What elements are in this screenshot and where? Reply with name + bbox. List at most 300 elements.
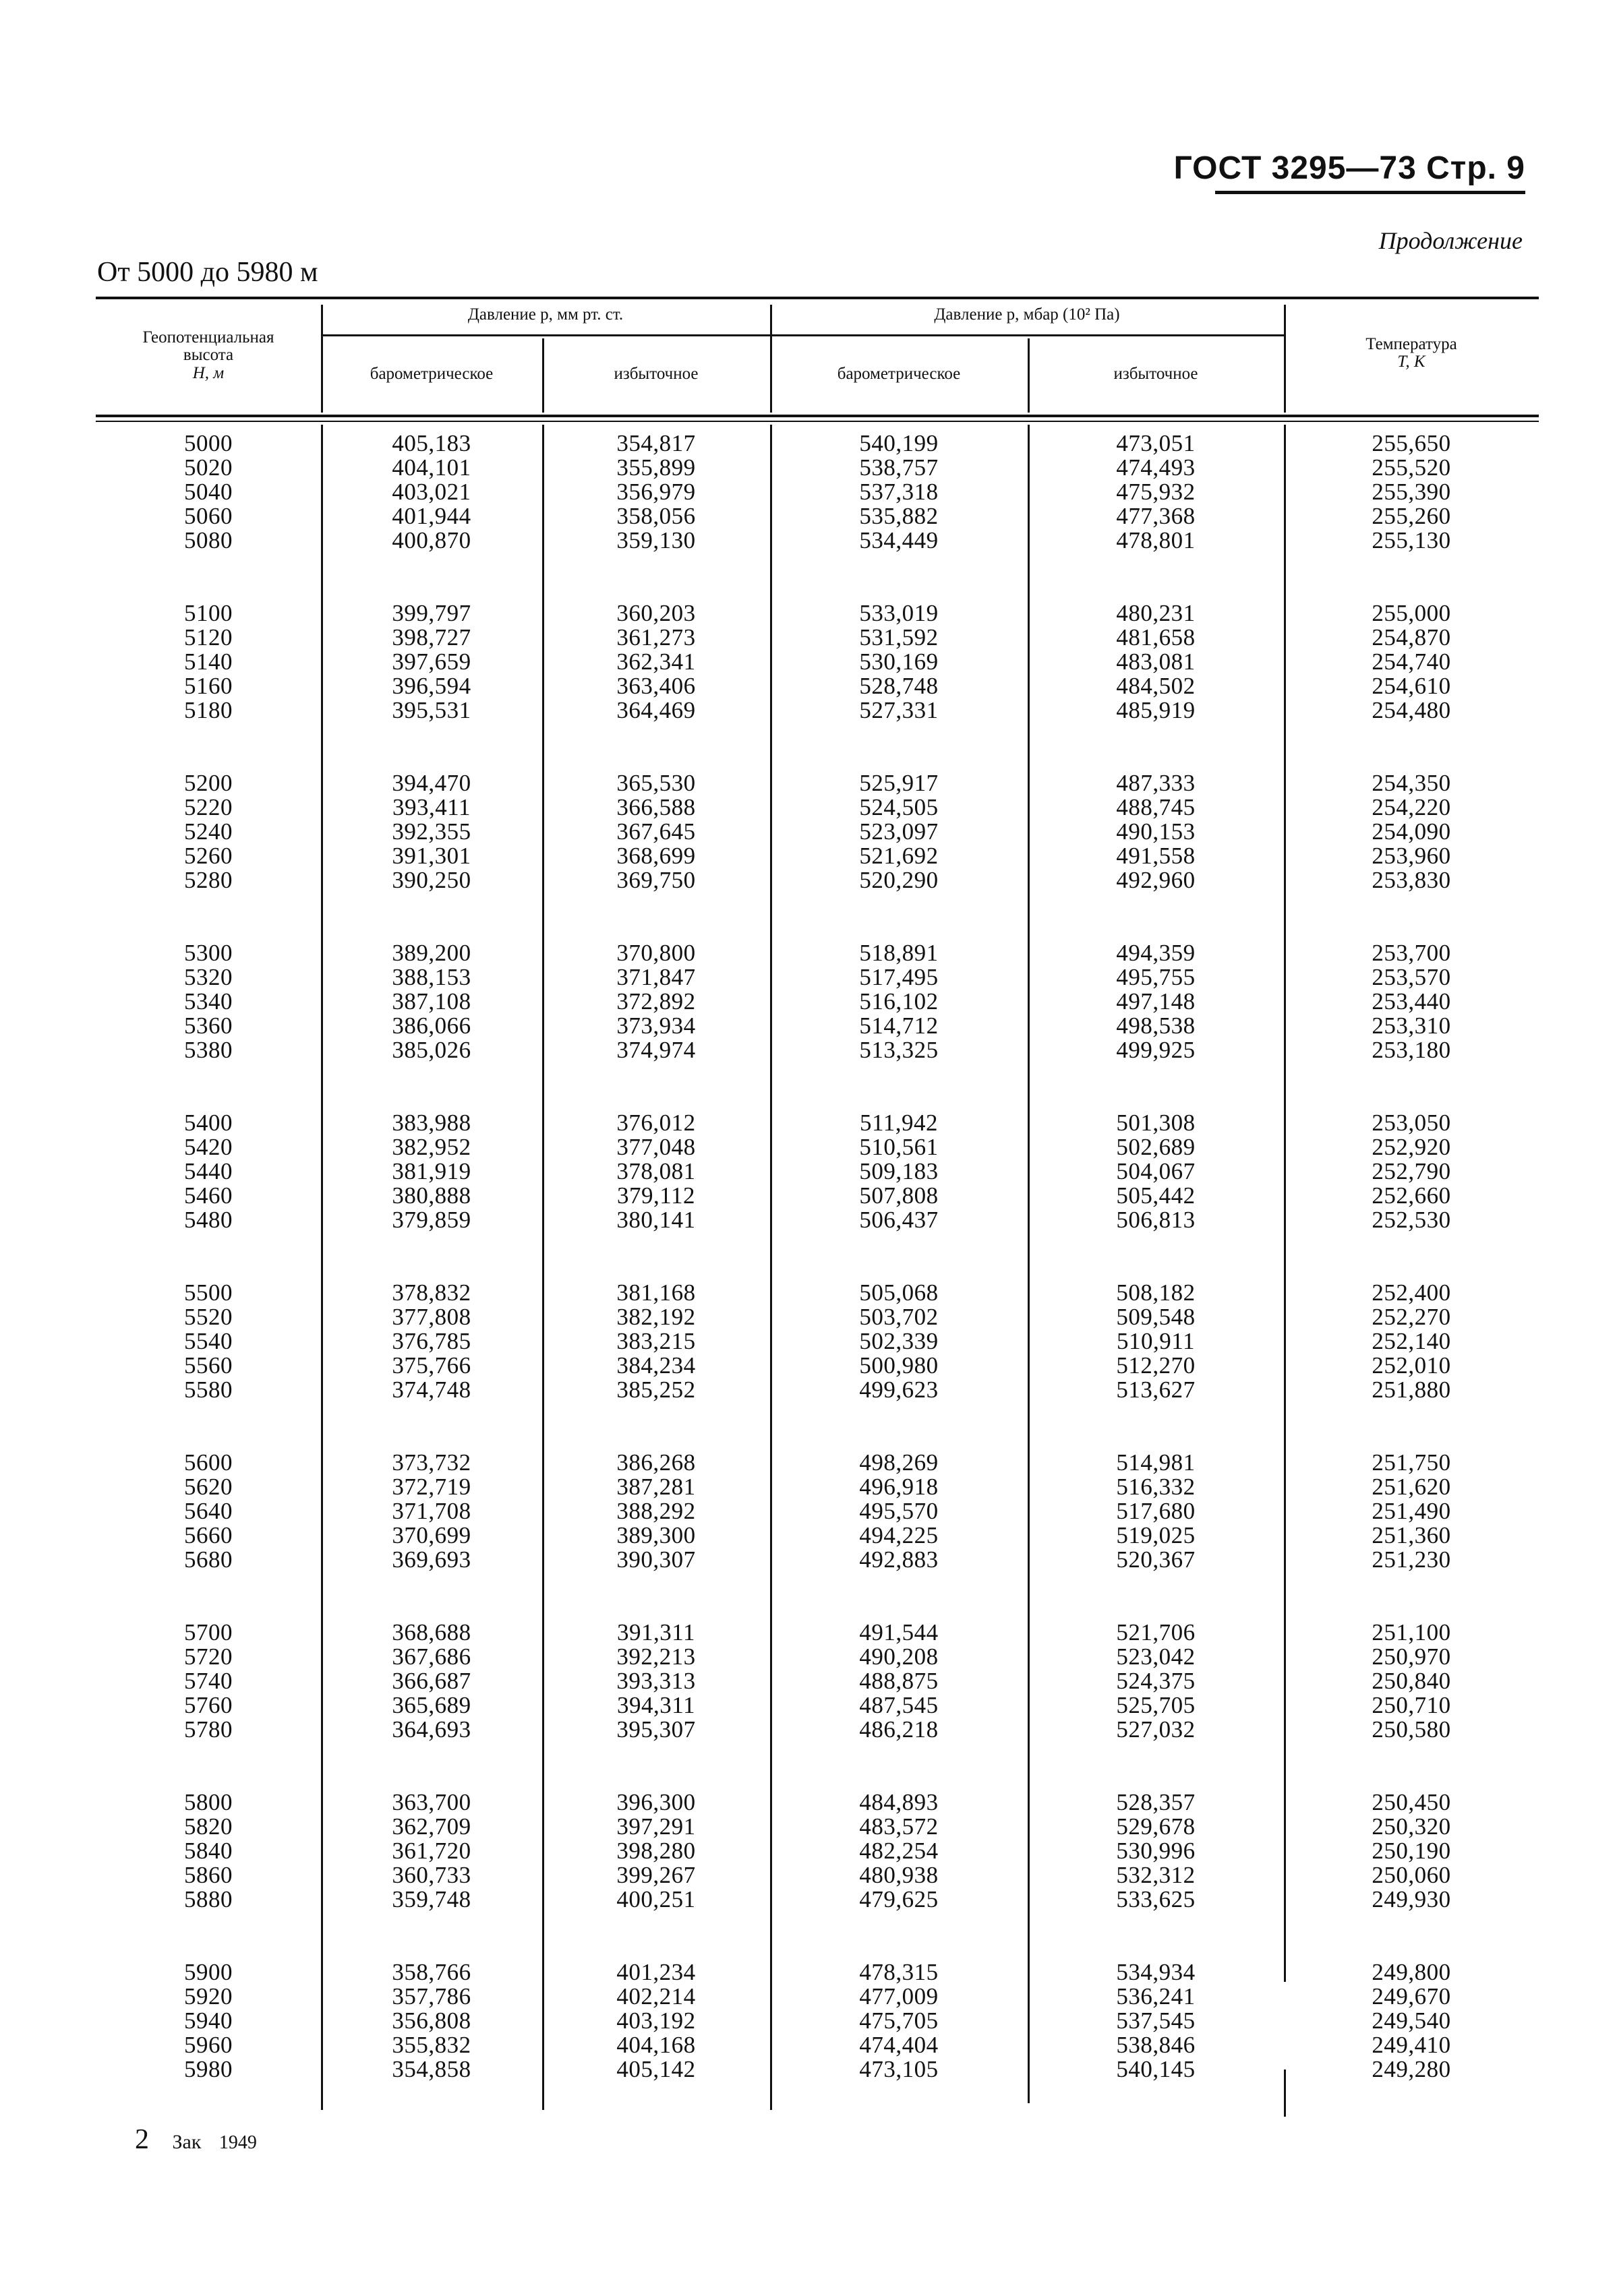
cell-temperature: 253,570 xyxy=(1372,964,1451,990)
cell-barometric-mbar: 538,757 xyxy=(859,454,939,481)
cell-excess-mbar: 537,545 xyxy=(1116,2007,1196,2034)
cell-height: 5220 xyxy=(184,794,233,820)
cell-barometric-mbar: 499,623 xyxy=(859,1377,939,1403)
table-row xyxy=(96,1111,1539,1135)
cell-temperature: 252,530 xyxy=(1372,1207,1451,1233)
table-row xyxy=(96,601,1539,626)
cell-barometric-mbar: 483,572 xyxy=(859,1813,939,1840)
cell-excess-mbar: 527,032 xyxy=(1116,1716,1196,1743)
header-bottom-rule-thin xyxy=(96,421,1539,422)
cell-excess-mmhg: 360,203 xyxy=(616,600,696,626)
cell-barometric-mbar: 478,315 xyxy=(859,1959,939,1985)
table-row xyxy=(96,1621,1539,1645)
cell-barometric-mmhg: 354,858 xyxy=(392,2056,471,2082)
table-row xyxy=(96,1985,1539,2009)
cell-barometric-mbar: 513,325 xyxy=(859,1037,939,1063)
cell-barometric-mmhg: 363,700 xyxy=(392,1789,471,1815)
cell-barometric-mmhg: 405,183 xyxy=(392,430,471,456)
cell-temperature: 253,180 xyxy=(1372,1037,1451,1063)
cell-temperature: 255,520 xyxy=(1372,454,1451,481)
cell-temperature: 250,710 xyxy=(1372,1692,1451,1718)
cell-excess-mbar: 488,745 xyxy=(1116,794,1196,820)
cell-barometric-mmhg: 356,808 xyxy=(392,2007,471,2034)
cell-excess-mbar: 481,658 xyxy=(1116,624,1196,651)
cell-temperature: 250,580 xyxy=(1372,1716,1451,1743)
cell-barometric-mmhg: 382,952 xyxy=(392,1134,471,1160)
cell-excess-mmhg: 405,142 xyxy=(616,2056,696,2082)
cell-height: 5140 xyxy=(184,648,233,675)
cell-excess-mmhg: 385,252 xyxy=(616,1377,696,1403)
table-row xyxy=(96,1329,1539,1354)
cell-temperature: 249,280 xyxy=(1372,2056,1451,2082)
cell-height: 5240 xyxy=(184,818,233,845)
cell-barometric-mmhg: 389,200 xyxy=(392,940,471,966)
cell-excess-mbar: 516,332 xyxy=(1116,1474,1196,1500)
header-pressure-mmhg: Давление p, мм рт. ст. xyxy=(467,305,624,324)
cell-barometric-mmhg: 399,797 xyxy=(392,600,471,626)
cell-barometric-mbar: 480,938 xyxy=(859,1862,939,1888)
cell-barometric-mmhg: 395,531 xyxy=(392,697,471,723)
table-row xyxy=(96,431,1539,456)
table-top-rule xyxy=(96,297,1539,299)
cell-height: 5180 xyxy=(184,697,233,723)
cell-temperature: 255,000 xyxy=(1372,600,1451,626)
table-row xyxy=(96,650,1539,674)
cell-excess-mbar: 499,925 xyxy=(1116,1037,1196,1063)
cell-excess-mmhg: 390,307 xyxy=(616,1546,696,1573)
cell-height: 5680 xyxy=(184,1546,233,1573)
cell-barometric-mmhg: 371,708 xyxy=(392,1498,471,1524)
cell-excess-mmhg: 379,112 xyxy=(617,1182,695,1209)
cell-excess-mmhg: 402,214 xyxy=(616,1983,696,2010)
cell-barometric-mmhg: 378,832 xyxy=(392,1279,471,1306)
page-number: 2 xyxy=(135,2124,149,2155)
table-row xyxy=(96,674,1539,698)
cell-barometric-mmhg: 386,066 xyxy=(392,1013,471,1039)
table-row xyxy=(96,1184,1539,1208)
table-row xyxy=(96,941,1539,965)
cell-barometric-mmhg: 390,250 xyxy=(392,867,471,893)
cell-temperature: 254,480 xyxy=(1372,697,1451,723)
cell-excess-mbar: 533,625 xyxy=(1116,1886,1196,1912)
cell-height: 5320 xyxy=(184,964,233,990)
cell-temperature: 250,060 xyxy=(1372,1862,1451,1888)
cell-temperature: 252,920 xyxy=(1372,1134,1451,1160)
gost-title: ГОСТ 3295—73 Стр. 9 xyxy=(1173,150,1525,186)
table-row xyxy=(96,1378,1539,1402)
cell-temperature: 253,960 xyxy=(1372,843,1451,869)
cell-temperature: 255,650 xyxy=(1372,430,1451,456)
cell-temperature: 250,320 xyxy=(1372,1813,1451,1840)
cell-barometric-mmhg: 388,153 xyxy=(392,964,471,990)
cell-barometric-mmhg: 360,733 xyxy=(392,1862,471,1888)
cell-excess-mbar: 501,308 xyxy=(1116,1110,1196,1136)
cell-barometric-mmhg: 400,870 xyxy=(392,527,471,553)
cell-height: 5820 xyxy=(184,1813,233,1840)
table-row xyxy=(96,820,1539,844)
header-height-line3: H, м xyxy=(192,363,225,382)
cell-temperature: 251,360 xyxy=(1372,1522,1451,1548)
cell-barometric-mbar: 537,318 xyxy=(859,479,939,505)
cell-barometric-mmhg: 355,832 xyxy=(392,2032,471,2058)
cell-temperature: 250,970 xyxy=(1372,1643,1451,1670)
cell-temperature: 251,100 xyxy=(1372,1619,1451,1645)
cell-excess-mmhg: 403,192 xyxy=(616,2007,696,2034)
cell-height: 5980 xyxy=(184,2056,233,2082)
cell-height: 5360 xyxy=(184,1013,233,1039)
cell-height: 5280 xyxy=(184,867,233,893)
cell-barometric-mbar: 484,893 xyxy=(859,1789,939,1815)
cell-barometric-mmhg: 357,786 xyxy=(392,1983,471,2010)
cell-temperature: 255,130 xyxy=(1372,527,1451,553)
cell-barometric-mmhg: 364,693 xyxy=(392,1716,471,1743)
cell-temperature: 253,830 xyxy=(1372,867,1451,893)
cell-temperature: 253,310 xyxy=(1372,1013,1451,1039)
cell-barometric-mbar: 482,254 xyxy=(859,1838,939,1864)
cell-height: 5540 xyxy=(184,1328,233,1354)
cell-barometric-mmhg: 385,026 xyxy=(392,1037,471,1063)
cell-excess-mbar: 509,548 xyxy=(1116,1304,1196,1330)
cell-barometric-mbar: 523,097 xyxy=(859,818,939,845)
table-row xyxy=(96,990,1539,1014)
table-row xyxy=(96,1499,1539,1523)
cell-barometric-mmhg: 404,101 xyxy=(392,454,471,481)
table-row xyxy=(96,1159,1539,1184)
header-temperature xyxy=(1284,336,1539,371)
table-row xyxy=(96,965,1539,990)
cell-excess-mmhg: 393,313 xyxy=(616,1668,696,1694)
cell-excess-mmhg: 391,311 xyxy=(617,1619,695,1645)
cell-barometric-mbar: 498,269 xyxy=(859,1449,939,1476)
cell-temperature: 254,740 xyxy=(1372,648,1451,675)
table-row xyxy=(96,771,1539,795)
cell-height: 5560 xyxy=(184,1352,233,1379)
table-row xyxy=(96,1887,1539,1912)
cell-excess-mbar: 492,960 xyxy=(1116,867,1196,893)
table-row xyxy=(96,504,1539,528)
cell-excess-mbar: 540,145 xyxy=(1116,2056,1196,2082)
cell-height: 5920 xyxy=(184,1983,233,2010)
cell-temperature: 251,230 xyxy=(1372,1546,1451,1573)
cell-barometric-mmhg: 393,411 xyxy=(392,794,471,820)
cell-height: 5080 xyxy=(184,527,233,553)
cell-height: 5580 xyxy=(184,1377,233,1403)
cell-temperature: 249,800 xyxy=(1372,1959,1451,1985)
cell-barometric-mmhg: 359,748 xyxy=(392,1886,471,1912)
cell-barometric-mbar: 490,208 xyxy=(859,1643,939,1670)
cell-excess-mmhg: 394,311 xyxy=(617,1692,695,1718)
cell-temperature: 249,410 xyxy=(1372,2032,1451,2058)
cell-temperature: 251,490 xyxy=(1372,1498,1451,1524)
table-row xyxy=(96,1548,1539,1572)
cell-height: 5160 xyxy=(184,673,233,699)
cell-height: 5760 xyxy=(184,1692,233,1718)
cell-barometric-mbar: 530,169 xyxy=(859,648,939,675)
cell-barometric-mbar: 492,883 xyxy=(859,1546,939,1573)
cell-excess-mbar: 529,678 xyxy=(1116,1813,1196,1840)
cell-excess-mmhg: 376,012 xyxy=(616,1110,696,1136)
table-row xyxy=(96,844,1539,868)
cell-excess-mmhg: 382,192 xyxy=(616,1304,696,1330)
cell-excess-mmhg: 404,168 xyxy=(616,2032,696,2058)
cell-barometric-mbar: 527,331 xyxy=(859,697,939,723)
cell-excess-mbar: 474,493 xyxy=(1116,454,1196,481)
cell-excess-mbar: 480,231 xyxy=(1116,600,1196,626)
cell-excess-mmhg: 397,291 xyxy=(616,1813,696,1840)
cell-height: 5600 xyxy=(184,1449,233,1476)
cell-temperature: 251,620 xyxy=(1372,1474,1451,1500)
cell-barometric-mbar: 514,712 xyxy=(859,1013,939,1039)
table-row xyxy=(96,1718,1539,1742)
cell-barometric-mbar: 518,891 xyxy=(859,940,939,966)
cell-barometric-mmhg: 368,688 xyxy=(392,1619,471,1645)
cell-excess-mbar: 524,375 xyxy=(1116,1668,1196,1694)
table-row xyxy=(96,1354,1539,1378)
cell-barometric-mbar: 505,068 xyxy=(859,1279,939,1306)
cell-excess-mmhg: 399,267 xyxy=(616,1862,696,1888)
gost-header xyxy=(1174,150,1525,194)
table-row xyxy=(96,1693,1539,1718)
cell-excess-mbar: 475,932 xyxy=(1116,479,1196,505)
cell-height: 5700 xyxy=(184,1619,233,1645)
cell-excess-mmhg: 389,300 xyxy=(616,1522,696,1548)
cell-height: 5200 xyxy=(184,770,233,796)
cell-excess-mmhg: 355,899 xyxy=(616,454,696,481)
cell-temperature: 254,350 xyxy=(1372,770,1451,796)
cell-barometric-mbar: 503,702 xyxy=(859,1304,939,1330)
cell-barometric-mmhg: 362,709 xyxy=(392,1813,471,1840)
cell-barometric-mbar: 511,942 xyxy=(860,1110,938,1136)
cell-excess-mmhg: 387,281 xyxy=(616,1474,696,1500)
header-height-line2: высота xyxy=(183,346,234,365)
cell-barometric-mmhg: 375,766 xyxy=(392,1352,471,1379)
cell-barometric-mbar: 477,009 xyxy=(859,1983,939,2010)
cell-excess-mbar: 490,153 xyxy=(1116,818,1196,845)
cell-barometric-mbar: 496,918 xyxy=(859,1474,939,1500)
cell-height: 5380 xyxy=(184,1037,233,1063)
cell-barometric-mbar: 525,917 xyxy=(859,770,939,796)
table-row xyxy=(96,626,1539,650)
header-excess-mmhg: избыточное xyxy=(614,365,699,383)
cell-barometric-mmhg: 365,689 xyxy=(392,1692,471,1718)
cell-excess-mmhg: 361,273 xyxy=(616,624,696,651)
cell-excess-mbar: 520,367 xyxy=(1116,1546,1196,1573)
cell-excess-mbar: 538,846 xyxy=(1116,2032,1196,2058)
cell-barometric-mmhg: 379,859 xyxy=(392,1207,471,1233)
table-row xyxy=(96,1475,1539,1499)
cell-barometric-mbar: 534,449 xyxy=(859,527,939,553)
table-row xyxy=(96,698,1539,723)
table-row xyxy=(96,795,1539,820)
header-height xyxy=(96,329,321,382)
cell-excess-mbar: 532,312 xyxy=(1116,1862,1196,1888)
cell-temperature: 250,450 xyxy=(1372,1789,1451,1815)
cell-temperature: 250,190 xyxy=(1372,1838,1451,1864)
cell-excess-mbar: 478,801 xyxy=(1116,527,1196,553)
cell-barometric-mmhg: 381,919 xyxy=(392,1158,471,1184)
cell-temperature: 251,750 xyxy=(1372,1449,1451,1476)
cell-height: 5500 xyxy=(184,1279,233,1306)
cell-barometric-mbar: 475,705 xyxy=(859,2007,939,2034)
cell-barometric-mmhg: 398,727 xyxy=(392,624,471,651)
cell-excess-mbar: 536,241 xyxy=(1116,1983,1196,2010)
table-row xyxy=(96,868,1539,893)
cell-excess-mbar: 487,333 xyxy=(1116,770,1196,796)
cell-excess-mmhg: 396,300 xyxy=(616,1789,696,1815)
altitude-pressure-table xyxy=(96,297,1539,2117)
table-row xyxy=(96,1208,1539,1232)
cell-height: 5480 xyxy=(184,1207,233,1233)
header-barometric-mbar: барометрическое xyxy=(837,365,961,383)
cell-excess-mbar: 519,025 xyxy=(1116,1522,1196,1548)
table-row xyxy=(96,480,1539,504)
cell-barometric-mbar: 533,019 xyxy=(859,600,939,626)
cell-barometric-mbar: 540,199 xyxy=(859,430,939,456)
cell-excess-mbar: 498,538 xyxy=(1116,1013,1196,1039)
table-row xyxy=(96,1839,1539,1863)
cell-excess-mbar: 504,067 xyxy=(1116,1158,1196,1184)
cell-height: 5400 xyxy=(184,1110,233,1136)
table-row xyxy=(96,1863,1539,1887)
cell-excess-mmhg: 372,892 xyxy=(616,988,696,1015)
table-row xyxy=(96,2057,1539,2082)
header-temperature-line2: T, K xyxy=(1397,353,1425,371)
header-subrule xyxy=(321,334,770,336)
cell-excess-mbar: 530,996 xyxy=(1116,1838,1196,1864)
cell-temperature: 255,390 xyxy=(1372,479,1451,505)
cell-barometric-mmhg: 366,687 xyxy=(392,1668,471,1694)
order-label: Зак xyxy=(172,2131,202,2153)
cell-excess-mbar: 521,706 xyxy=(1116,1619,1196,1645)
cell-temperature: 252,790 xyxy=(1372,1158,1451,1184)
cell-height: 5420 xyxy=(184,1134,233,1160)
cell-barometric-mbar: 506,437 xyxy=(859,1207,939,1233)
table-row xyxy=(96,1645,1539,1669)
gost-title-underline xyxy=(1215,191,1525,194)
cell-height: 5440 xyxy=(184,1158,233,1184)
range-title: От 5000 до 5980 м xyxy=(97,257,318,288)
cell-height: 5800 xyxy=(184,1789,233,1815)
cell-barometric-mmhg: 397,659 xyxy=(392,648,471,675)
cell-excess-mmhg: 378,081 xyxy=(616,1158,696,1184)
cell-barometric-mbar: 474,404 xyxy=(859,2032,939,2058)
cell-barometric-mbar: 494,225 xyxy=(859,1522,939,1548)
table-row xyxy=(96,456,1539,480)
cell-barometric-mmhg: 394,470 xyxy=(392,770,471,796)
footer xyxy=(135,2123,257,2156)
table-row xyxy=(96,1135,1539,1159)
cell-height: 5620 xyxy=(184,1474,233,1500)
header-pressure-mbar: Давление p, мбар (10² Па) xyxy=(934,305,1120,324)
cell-excess-mbar: 534,934 xyxy=(1116,1959,1196,1985)
cell-temperature: 252,010 xyxy=(1372,1352,1451,1379)
cell-excess-mmhg: 366,588 xyxy=(616,794,696,820)
table-row xyxy=(96,1960,1539,1985)
cell-excess-mbar: 477,368 xyxy=(1116,503,1196,529)
cell-excess-mbar: 502,689 xyxy=(1116,1134,1196,1160)
cell-excess-mbar: 483,081 xyxy=(1116,648,1196,675)
cell-barometric-mbar: 487,545 xyxy=(859,1692,939,1718)
cell-height: 5040 xyxy=(184,479,233,505)
header-subrule xyxy=(770,334,1284,336)
cell-height: 5660 xyxy=(184,1522,233,1548)
cell-excess-mbar: 517,680 xyxy=(1116,1498,1196,1524)
cell-excess-mmhg: 370,800 xyxy=(616,940,696,966)
cell-temperature: 253,440 xyxy=(1372,988,1451,1015)
cell-excess-mmhg: 373,934 xyxy=(616,1013,696,1039)
cell-barometric-mmhg: 374,748 xyxy=(392,1377,471,1403)
cell-barometric-mbar: 491,544 xyxy=(859,1619,939,1645)
cell-excess-mbar: 495,755 xyxy=(1116,964,1196,990)
cell-height: 5520 xyxy=(184,1304,233,1330)
cell-excess-mmhg: 356,979 xyxy=(616,479,696,505)
cell-barometric-mbar: 479,625 xyxy=(859,1886,939,1912)
cell-excess-mbar: 510,911 xyxy=(1117,1328,1195,1354)
header-height-line1: Геопотенциальная xyxy=(142,328,274,346)
cell-excess-mmhg: 364,469 xyxy=(616,697,696,723)
cell-excess-mmhg: 367,645 xyxy=(616,818,696,845)
header-excess-mbar: избыточное xyxy=(1113,365,1198,383)
cell-barometric-mbar: 520,290 xyxy=(859,867,939,893)
cell-barometric-mbar: 510,561 xyxy=(859,1134,939,1160)
cell-excess-mmhg: 383,215 xyxy=(616,1328,696,1354)
cell-excess-mbar: 513,627 xyxy=(1116,1377,1196,1403)
cell-height: 5740 xyxy=(184,1668,233,1694)
cell-excess-mbar: 485,919 xyxy=(1116,697,1196,723)
cell-excess-mbar: 473,051 xyxy=(1116,430,1196,456)
cell-excess-mbar: 514,981 xyxy=(1116,1449,1196,1476)
table-row xyxy=(96,2009,1539,2033)
table-row xyxy=(96,1305,1539,1329)
cell-height: 5900 xyxy=(184,1959,233,1985)
cell-temperature: 253,050 xyxy=(1372,1110,1451,1136)
cell-height: 5940 xyxy=(184,2007,233,2034)
cell-temperature: 250,840 xyxy=(1372,1668,1451,1694)
cell-excess-mmhg: 362,341 xyxy=(616,648,696,675)
cell-excess-mmhg: 363,406 xyxy=(616,673,696,699)
cell-excess-mmhg: 384,234 xyxy=(616,1352,696,1379)
cell-excess-mmhg: 358,056 xyxy=(616,503,696,529)
cell-barometric-mbar: 495,570 xyxy=(859,1498,939,1524)
cell-temperature: 254,870 xyxy=(1372,624,1451,651)
cell-excess-mbar: 494,359 xyxy=(1116,940,1196,966)
cell-excess-mmhg: 400,251 xyxy=(616,1886,696,1912)
cell-barometric-mmhg: 403,021 xyxy=(392,479,471,505)
cell-height: 5640 xyxy=(184,1498,233,1524)
table-row xyxy=(96,1451,1539,1475)
cell-excess-mmhg: 398,280 xyxy=(616,1838,696,1864)
cell-height: 5060 xyxy=(184,503,233,529)
cell-barometric-mbar: 473,105 xyxy=(859,2056,939,2082)
cell-barometric-mbar: 488,875 xyxy=(859,1668,939,1694)
cell-barometric-mmhg: 367,686 xyxy=(392,1643,471,1670)
cell-barometric-mbar: 531,592 xyxy=(859,624,939,651)
cell-barometric-mbar: 528,748 xyxy=(859,673,939,699)
cell-temperature: 252,270 xyxy=(1372,1304,1451,1330)
header-temperature-line1: Температура xyxy=(1365,335,1457,353)
cell-temperature: 252,140 xyxy=(1372,1328,1451,1354)
cell-barometric-mbar: 502,339 xyxy=(859,1328,939,1354)
cell-excess-mmhg: 368,699 xyxy=(616,843,696,869)
cell-excess-mmhg: 371,847 xyxy=(616,964,696,990)
cell-height: 5460 xyxy=(184,1182,233,1209)
cell-excess-mbar: 512,270 xyxy=(1116,1352,1196,1379)
cell-temperature: 255,260 xyxy=(1372,503,1451,529)
table-row xyxy=(96,1038,1539,1062)
cell-barometric-mmhg: 392,355 xyxy=(392,818,471,845)
cell-excess-mbar: 505,442 xyxy=(1116,1182,1196,1209)
cell-barometric-mbar: 517,495 xyxy=(859,964,939,990)
